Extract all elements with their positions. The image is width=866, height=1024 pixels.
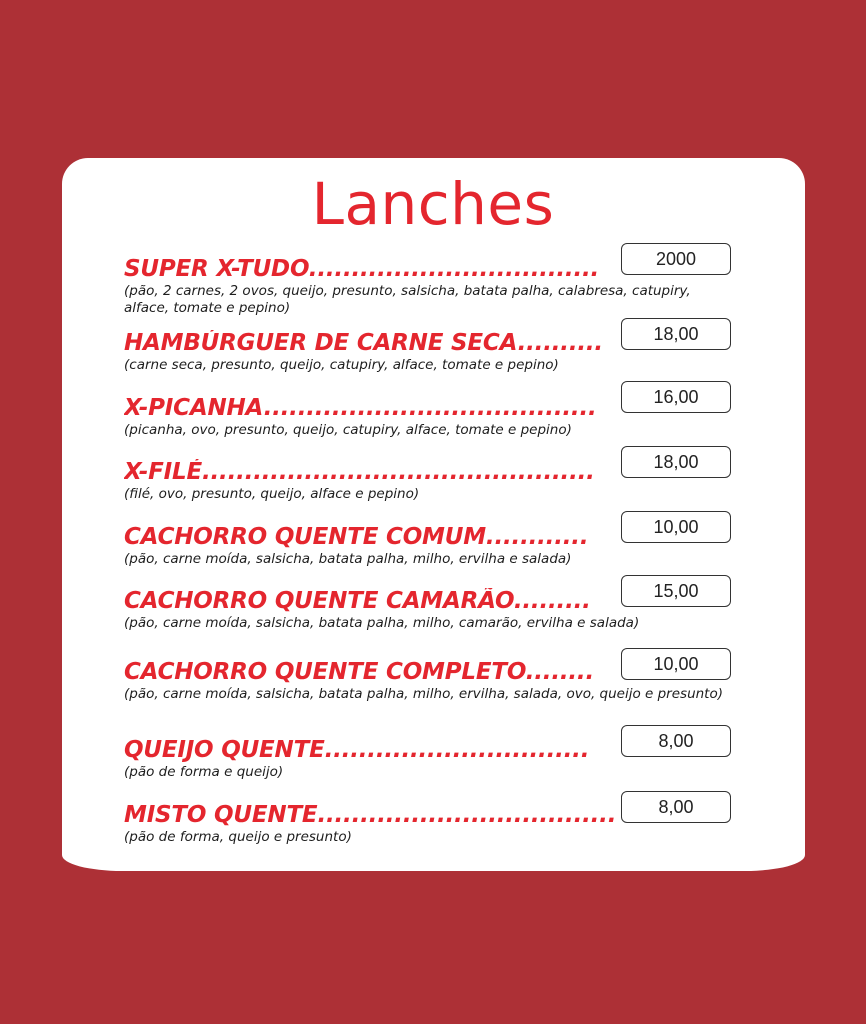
item-name: SUPER X-TUDO.................................. <box>124 256 600 282</box>
item-description: (pão, carne moída, salsicha, batata palha, milho, ervilha, salada, ovo, queijo e presunto) <box>124 686 724 702</box>
item-description: (pão, carne moída, salsicha, batata palha, milho, camarão, ervilha e salada) <box>124 615 640 631</box>
item-description: (pão, 2 carnes, 2 ovos, queijo, presunto, salsicha, batata palha, calabresa, catupiry, alface, tomate e pepino) <box>124 283 691 316</box>
menu-title: Lanches <box>311 170 555 238</box>
item-price-box: 16,00 <box>621 381 731 413</box>
item-description: (carne seca, presunto, queijo, catupiry, alface, tomate e pepino) <box>124 357 559 373</box>
item-price-box: 10,00 <box>621 648 731 680</box>
item-name: CACHORRO QUENTE COMPLETO........ <box>124 659 595 685</box>
item-name: QUEIJO QUENTE............................... <box>124 737 590 763</box>
item-name: HAMBÚRGUER DE CARNE SECA.......... <box>124 330 603 356</box>
item-description: (picanha, ovo, presunto, queijo, catupiry, alface, tomate e pepino) <box>124 422 572 438</box>
item-description: (pão, carne moída, salsicha, batata palha, milho, ervilha e salada) <box>124 551 572 567</box>
item-price-box: 8,00 <box>621 791 731 823</box>
item-name: X-PICANHA....................................... <box>124 395 597 421</box>
item-price-box: 10,00 <box>621 511 731 543</box>
item-price-box: 18,00 <box>621 446 731 478</box>
item-price-box: 18,00 <box>621 318 731 350</box>
item-price-box: 15,00 <box>621 575 731 607</box>
item-description: (pão de forma, queijo e presunto) <box>124 829 352 845</box>
item-description: (filé, ovo, presunto, queijo, alface e pepino) <box>124 486 420 502</box>
item-name: X-FILÉ.............................................. <box>124 459 595 485</box>
item-price-box: 8,00 <box>621 725 731 757</box>
item-price-box: 2000 <box>621 243 731 275</box>
item-name: CACHORRO QUENTE COMUM............ <box>124 524 589 550</box>
item-name: MISTO QUENTE................................... <box>124 802 617 828</box>
item-name: CACHORRO QUENTE CAMARÃO......... <box>124 588 591 614</box>
item-description: (pão de forma e queijo) <box>124 764 284 780</box>
